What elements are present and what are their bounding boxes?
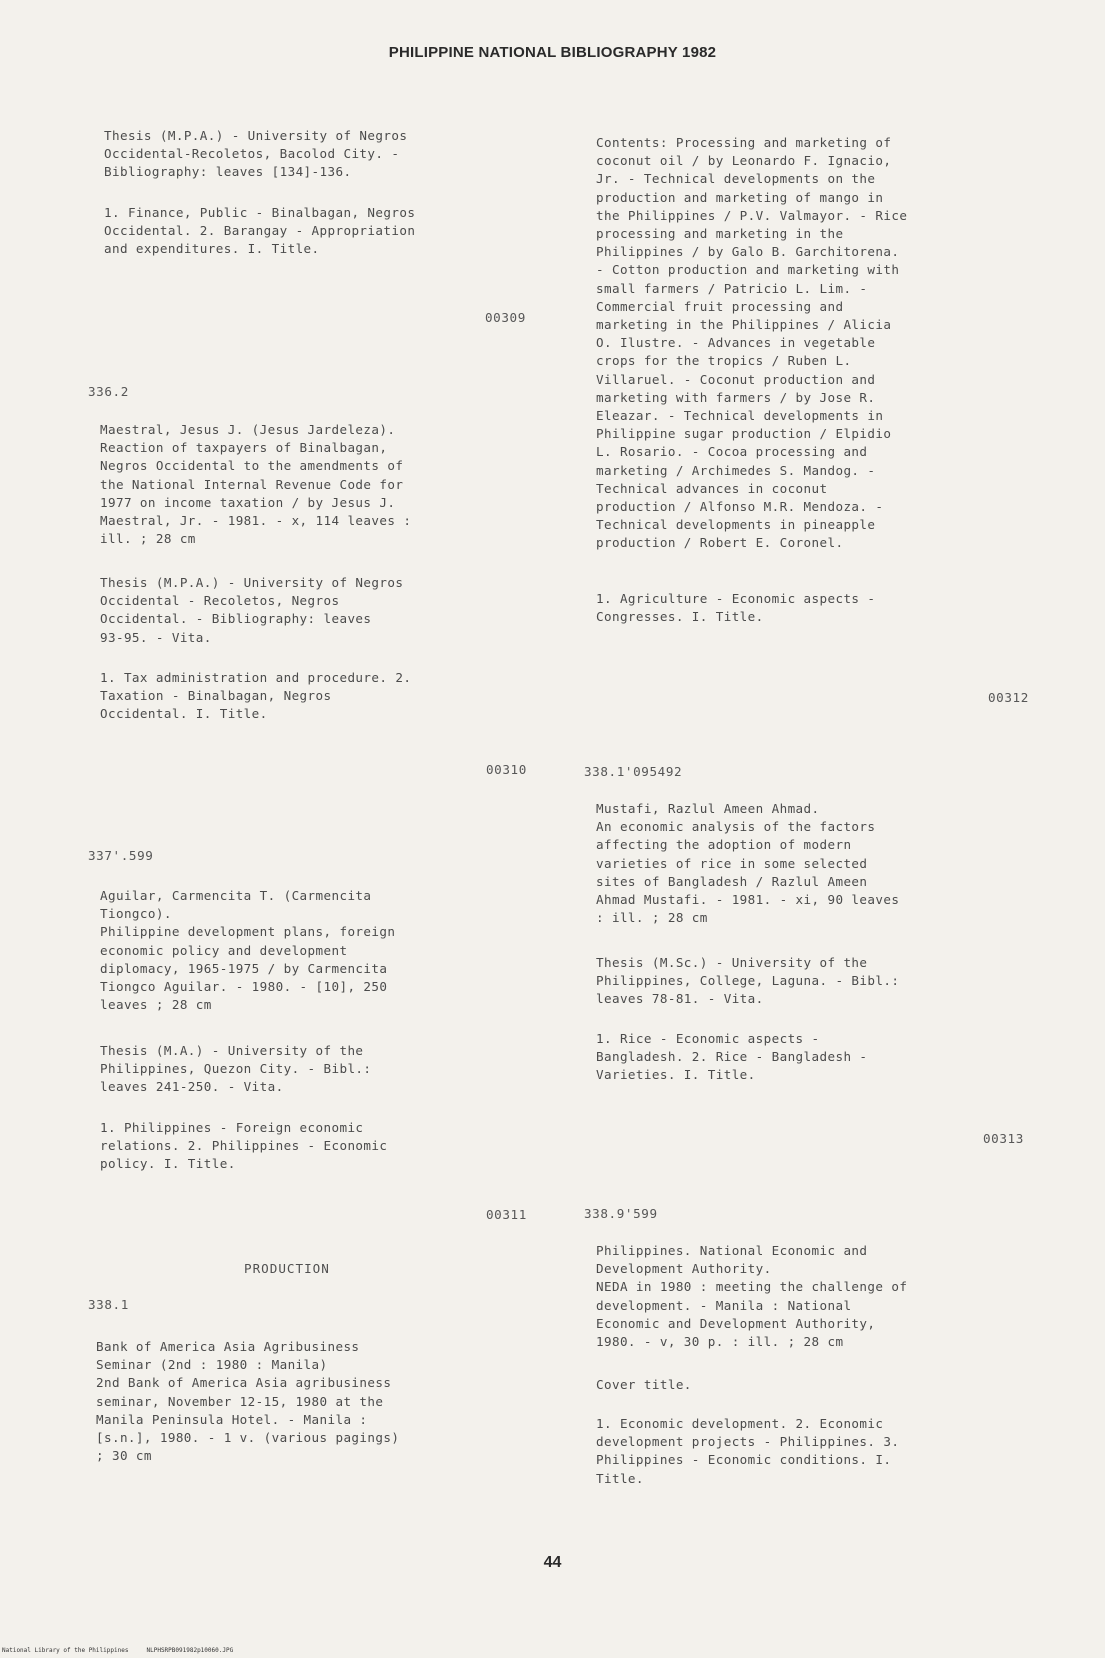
- entry-338-9-599-class: 338.9'599: [584, 1206, 658, 1221]
- page-header: PHILIPPINE NATIONAL BIBLIOGRAPHY 1982: [388, 44, 717, 61]
- entry-00312-id: 00312: [988, 690, 1029, 705]
- entry-337-599-class: 337'.599: [88, 848, 154, 863]
- entry-00312-record: Bank of America Asia Agribusiness Seminar (2nd : 1980 : Manila) 2nd Bank of America Asia agribusiness seminar, November 12-15, 1980 at the Manila Peninsula Hotel. - Manila : [s.n.], 1980. - 1 v. (various pagings) ; 30 cm: [96, 1339, 400, 1464]
- entry-00314-record: Philippines. National Economic and Development Authority. NEDA in 1980 : meeting the challenge of development. - Manila : National Economic and Development Authority, 1980. - v, 30 p. : ill. ; 28 cm: [596, 1243, 908, 1350]
- entry-00314-note: Cover title.: [596, 1377, 692, 1392]
- entry-00311-record: Aguilar, Carmencita T. (Carmencita Tiongco). Philippine development plans, foreign economic policy and development diplomacy, 1965-1975 / by Carmencita Tiongco Aguilar. - 1980. - [10], 250 leaves ; 28 cm: [100, 888, 396, 1013]
- entry-00310-id: 00310: [486, 762, 527, 777]
- entry-00314-subjects: 1. Economic development. 2. Economic development projects - Philippines. 3. Philippines - Economic conditions. I. Title.: [596, 1416, 900, 1486]
- scan-footer: National Library of the Philippines NLPHSRPB091982p10060.JPG: [2, 1647, 234, 1654]
- section-heading: PRODUCTION: [244, 1261, 330, 1276]
- entry-00309-subjects: 1. Finance, Public - Binalbagan, Negros Occidental. 2. Barangay - Appropriation and expenditures. I. Title.: [104, 205, 416, 257]
- entry-00313-subjects: 1. Rice - Economic aspects - Bangladesh. 2. Rice - Bangladesh - Varieties. I. Title.: [596, 1031, 868, 1083]
- entry-00311-note: Thesis (M.A.) - University of the Philippines, Quezon City. - Bibl.: leaves 241-250. - Vita.: [100, 1043, 372, 1095]
- entry-00311-subjects: 1. Philippines - Foreign economic relations. 2. Philippines - Economic policy. I. Title.: [100, 1120, 388, 1172]
- page-number: 44: [543, 1554, 562, 1571]
- entry-336-2-class: 336.2: [88, 384, 129, 399]
- entry-00309-note: Thesis (M.P.A.) - University of Negros Occidental-Recoletos, Bacolod City. - Bibliography: leaves [134]-136.: [104, 128, 408, 180]
- entry-00310-record: Maestral, Jesus J. (Jesus Jardeleza). Reaction of taxpayers of Binalbagan, Negros Occidental to the amendments of the National Internal Revenue Code for 1977 on income taxation / by Jesus J. Maestral, Jr. - 1981. - x, 114 leaves : ill. ; 28 cm: [100, 422, 412, 547]
- entry-00313-record: Mustafi, Razlul Ameen Ahmad. An economic analysis of the factors affecting the adoption of modern varieties of rice in some selected sites of Bangladesh / Razlul Ameen Ahmad Mustafi. - 1981. - xi, 90 leaves : ill. ; 28 cm: [596, 801, 900, 926]
- entry-338-1-095492-class: 338.1'095492: [584, 764, 683, 779]
- entry-00312-contents: Contents: Processing and marketing of coconut oil / by Leonardo F. Ignacio, Jr. - Technical developments on the production and marketing of mango in the Philippines / P.V. Valmayor. - Rice processing and marketing in the Philippines / by Galo B. Garchitorena. - Cotton production and marketing with small farmers / Patricio L. Lim. - Commercial fruit processing and marketing in the Philippines / Alicia O. Ilustre. - Advances in vegetable crops for the tropics / Ruben L. Villaruel. - Coconut production and marketing with farmers / by Jose R. Eleazar. - Technical developments in Philippine sugar production / Elpidio L. Rosario. - Cocoa processing and marketing / Archimedes S. Mandog. - Technical advances in coconut production / Alfonso M.R. Mendoza. - Technical developments in pineapple production / Robert E. Coronel.: [596, 135, 908, 551]
- entry-00313-id: 00313: [983, 1131, 1024, 1146]
- entry-00313-note: Thesis (M.Sc.) - University of the Philippines, College, Laguna. - Bibl.: leaves 78-81. - Vita.: [596, 955, 900, 1007]
- entry-00312-subjects: 1. Agriculture - Economic aspects - Congresses. I. Title.: [596, 591, 876, 625]
- entry-00309-id: 00309: [485, 310, 526, 325]
- entry-00311-id: 00311: [486, 1207, 527, 1222]
- entry-338-1-class: 338.1: [88, 1297, 129, 1312]
- entry-00310-note: Thesis (M.P.A.) - University of Negros Occidental - Recoletos, Negros Occidental. - Bibliography: leaves 93-95. - Vita.: [100, 575, 404, 645]
- entry-00310-subjects: 1. Tax administration and procedure. 2. Taxation - Binalbagan, Negros Occidental. I. Title.: [100, 670, 412, 722]
